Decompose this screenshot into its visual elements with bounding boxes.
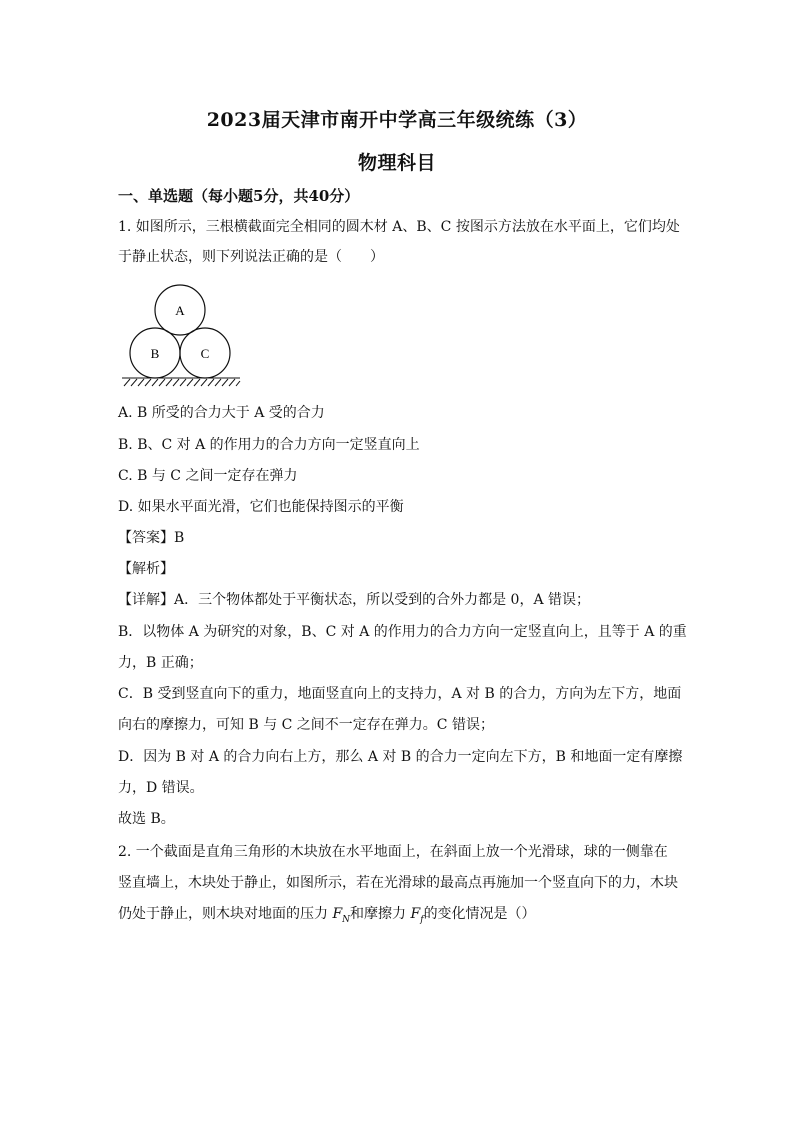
q1-analysis-line: B．以物体 A 为研究的对象，B、C 对 A 的作用力的合力方向一定竖直向上，且等于 A 的重: [118, 624, 687, 640]
log-a-label: A: [175, 303, 185, 318]
q1-answer: 【答案】B: [118, 530, 185, 546]
q1-option-d: D. 如果水平面光滑，它们也能保持图示的平衡: [118, 499, 404, 515]
q2-line-3-suffix: 的变化情况是（）: [423, 906, 536, 922]
q1-analysis-line: D．因为 B 对 A 的合力向右上方，那么 A 对 B 的合力一定向左下方，B 和地面一定有摩擦: [118, 749, 683, 765]
page-title: 2023届天津市南开中学高三年级统练（3）: [206, 109, 588, 131]
friction-force-subscript: f: [420, 914, 424, 925]
friction-force-letter: F: [410, 906, 421, 922]
q1-analysis-line: C．B 受到竖直向下的重力，地面竖直向上的支持力，A 对 B 的合力，方向为左下方，地面: [118, 686, 682, 702]
q1-analysis-line: 力，B 正确；: [118, 655, 203, 671]
log-b-label: B: [150, 346, 160, 361]
q1-analysis-line: 向右的摩擦力，可知 B 与 C 之间不一定存在弹力。C 错误；: [118, 717, 494, 733]
normal-force-letter: F: [332, 906, 343, 922]
q1-option-a: A. B 所受的合力大于 A 受的合力: [118, 405, 325, 421]
q2-line-1: 2. 一个截面是直角三角形的木块放在水平地面上，在斜面上放一个光滑球，球的一侧靠在: [118, 844, 668, 860]
log-c-label: C: [200, 346, 210, 361]
page-subtitle: 物理科目: [357, 152, 436, 174]
friction-force-symbol: [410, 906, 424, 925]
q1-analysis-heading: 【解析】: [118, 561, 174, 577]
normal-force-symbol: [332, 906, 351, 925]
q1-analysis-line: 故选 B。: [118, 811, 175, 827]
q1-stem-line-1: 1. 如图所示，三根横截面完全相同的圆木材 A、B、C 按图示方法放在水平面上，它们均处: [118, 219, 680, 235]
q1-analysis-line: 【详解】A．三个物体都处于平衡状态，所以受到的合外力都是 0，A 错误；: [118, 592, 591, 608]
normal-force-subscript: N: [342, 914, 351, 925]
q1-option-b: B. B、C 对 A 的作用力的合力方向一定竖直向上: [118, 437, 420, 453]
section-heading: 一、单选题（每小题5分，共40分）: [118, 187, 360, 205]
q2-line-3-mid: 和摩擦力: [350, 906, 411, 922]
q1-analysis-line: 力，D 错误。: [118, 780, 204, 796]
q2-line-2: 竖直墙上，木块处于静止，如图所示，若在光滑球的最高点再施加一个竖直向下的力，木块: [118, 875, 678, 891]
three-logs-figure: [118, 282, 248, 390]
ground-hatch: [122, 378, 240, 386]
q2-line-3: [118, 904, 688, 930]
q1-option-c: C. B 与 C 之间一定存在弹力: [118, 468, 298, 484]
q2-line-3-prefix: 仍处于静止，则木块对地面的压力: [118, 906, 333, 922]
q1-stem-line-2: 于静止状态，则下列说法正确的是（ ）: [118, 249, 384, 265]
